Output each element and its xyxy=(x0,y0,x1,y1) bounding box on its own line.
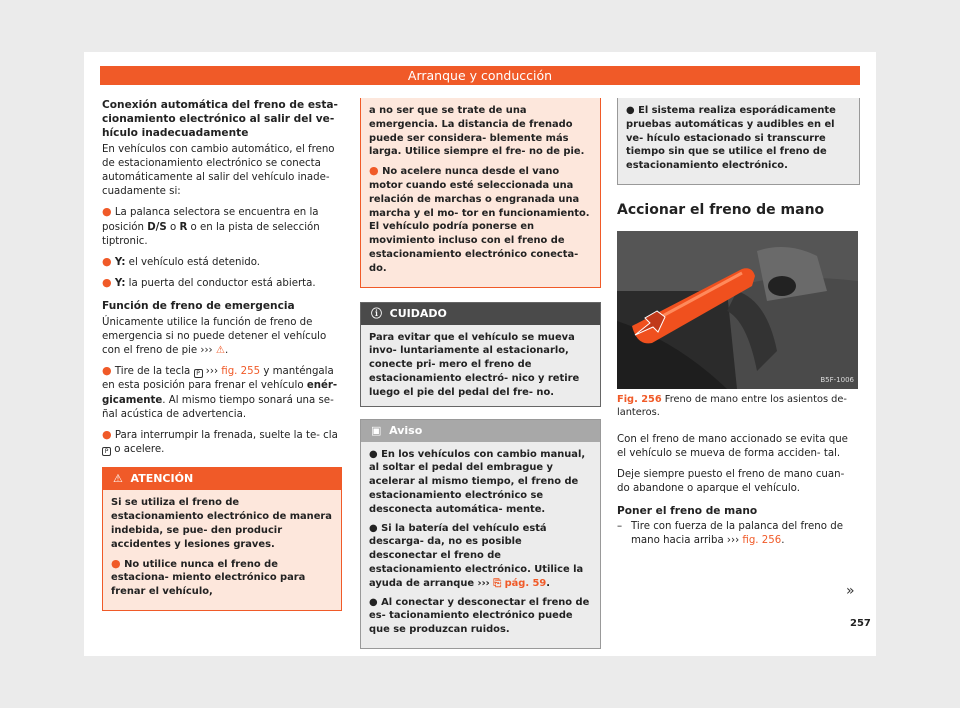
bullet-icon: ● xyxy=(102,276,112,290)
bullet-icon: ● xyxy=(369,448,378,460)
paragraph: En vehículos con cambio automático, el freno de estacionamiento electrónico se conecta automáticamente al salir del vehículo inade- cuadamente si: xyxy=(102,143,335,198)
bullet-icon: ● xyxy=(369,522,378,534)
page-ref-icon: ⎘ xyxy=(493,577,502,589)
paragraph: Deje siempre puesto el freno de mano cuan- do abandone o aparque el vehículo. xyxy=(617,468,845,494)
list-item: ● El sistema realiza esporádicamente pruebas automáticas y audibles en el ve- hículo estacionado si transcurre tiempo sin que se utilice el freno de estacionamiento electrónico. xyxy=(626,105,836,172)
info-circle-icon: ⓘ xyxy=(371,306,382,320)
column-3 xyxy=(617,98,860,549)
note-body xyxy=(618,98,859,184)
note-header: ▣ Aviso xyxy=(361,420,600,442)
column-1 xyxy=(102,98,342,611)
bullet-icon: ● xyxy=(626,105,635,116)
list-item: ● Para interrumpir la frenada, suelte la te- cla P o acelere. xyxy=(102,428,338,456)
list-item: ● Tire de la tecla P ››› fig. 255 y manténgala en esta posición para frenar el vehículo enér- gicamente. Al mismo tiempo sonará una se- ñal acústica de advertencia. xyxy=(102,364,338,420)
figure-link[interactable]: fig. 256 xyxy=(742,535,782,547)
bullet-icon: ● xyxy=(102,205,112,219)
heading-auto-connect: Conexión automática del freno de esta- cionamiento electrónico al salir del ve- hículo inadecuadamente xyxy=(102,99,338,140)
caution-box xyxy=(360,302,601,407)
parking-brake-key-icon: P xyxy=(102,447,111,456)
note-icon: ▣ xyxy=(371,423,382,437)
warning-triangle-icon: ⚠ xyxy=(215,345,226,357)
warning-body: a no ser que se trate de una emergencia. La distancia de frenado puede ser considera- blemente más larga. Utilice siempre el fre- no de pie. ● No acelere nunca desde el vano motor cuando esté seleccionada una relación de marchas o engranada una marcha y el mo- tor en funcionamiento. El vehículo podría ponerse en movimiento incluso con el freno de estacionamiento electrónico conecta- do. xyxy=(361,98,600,287)
handbrake-illustration xyxy=(617,231,858,389)
bullet-icon: ● xyxy=(369,164,379,178)
paragraph: Con el freno de mano accionado se evita que el vehículo se mueva de forma acciden- tal. xyxy=(617,434,848,460)
continue-icon: » xyxy=(846,583,855,599)
list-item: ● Al conectar y desconectar el freno de es- tacionamiento electrónico puede que se produzcan ruidos. xyxy=(369,596,590,636)
list-item: ● La palanca selectora se encuentra en la posición D/S o R o en la pista de selección tiptronic. xyxy=(102,205,320,247)
page-link[interactable]: pág. 59 xyxy=(504,577,547,589)
caution-header: ⓘ CUIDADO xyxy=(361,303,600,325)
bullet-icon: ● xyxy=(102,364,112,378)
bullet-icon: ● xyxy=(102,428,112,442)
section-title: Accionar el freno de mano xyxy=(617,201,825,218)
figure-link[interactable]: fig. 255 xyxy=(221,366,261,378)
figure-handbrake xyxy=(617,231,858,389)
step-item: – Tire con fuerza de la palanca del freno de mano hacia arriba ››› fig. 256. xyxy=(617,521,843,547)
warning-triangle-icon: ⚠ xyxy=(113,472,123,486)
bullet-icon: ● xyxy=(369,596,378,608)
note-body xyxy=(361,442,600,648)
parking-brake-key-icon: P xyxy=(194,369,203,378)
bullet-icon: ● xyxy=(111,556,121,570)
list-item: ● Si la batería del vehículo está descarga- da, no es posible desconectar el freno de estacionamiento electrónico. Utilice la ayuda de arranque ››› ⎘ pág. 59. xyxy=(369,522,584,589)
bullet-icon: ● xyxy=(102,255,112,269)
warning-box xyxy=(102,467,342,611)
chapter-header: Arranque y conducción xyxy=(100,66,860,85)
heading-emergency-brake: Función de freno de emergencia xyxy=(102,300,295,313)
warning-header: ⚠ ATENCIÓN xyxy=(103,468,341,490)
note-box xyxy=(360,419,601,649)
list-item: ● No acelere nunca desde el vano motor cuando esté seleccionada una relación de marchas o engranada una marcha y el mo- tor en funcionamiento. El vehículo podría ponerse en movimiento incluso con el freno de estacionamiento electrónico conecta- do. xyxy=(369,164,590,274)
figure-caption: Fig. 256 Freno de mano entre los asientos de- lanteros. xyxy=(617,394,847,419)
note-box-continued xyxy=(617,98,860,185)
page-number: 257 xyxy=(850,618,871,629)
heading-apply-handbrake: Poner el freno de mano xyxy=(617,505,758,517)
warning-body: Si se utiliza el freno de estacionamiento electrónico de manera indebida, se pue- den producir accidentes y lesiones graves. ● No utilice nunca el freno de estaciona- miento electrónico para frenar el vehículo, xyxy=(103,490,341,610)
list-item: ● En los vehículos con cambio manual, al soltar el pedal del embrague y acelerar al mismo tiempo, el freno de estacionamiento electrónico se desconecta automática- mente. xyxy=(369,448,586,515)
paragraph: Únicamente utilice la función de freno de emergencia si no puede detener el vehículo con el freno de pie ››› ⚠. xyxy=(102,316,327,357)
list-item: ● Y: la puerta del conductor está abierta. xyxy=(102,276,316,290)
list-item: ● No utilice nunca el freno de estaciona- miento electrónico para frenar el vehículo, xyxy=(111,556,306,598)
warning-box-continued xyxy=(360,98,601,288)
list-item: ● Y: el vehículo está detenido. xyxy=(102,255,261,269)
caution-body: Para evitar que el vehículo se mueva invo- luntariamente al estacionarlo, conecte pri- mero el freno de estacionamiento electró- nico y retire luego el pie del pedal del fre- no. xyxy=(361,325,600,406)
figure-code: B5F-1006 xyxy=(820,375,854,384)
column-2 xyxy=(360,98,601,649)
